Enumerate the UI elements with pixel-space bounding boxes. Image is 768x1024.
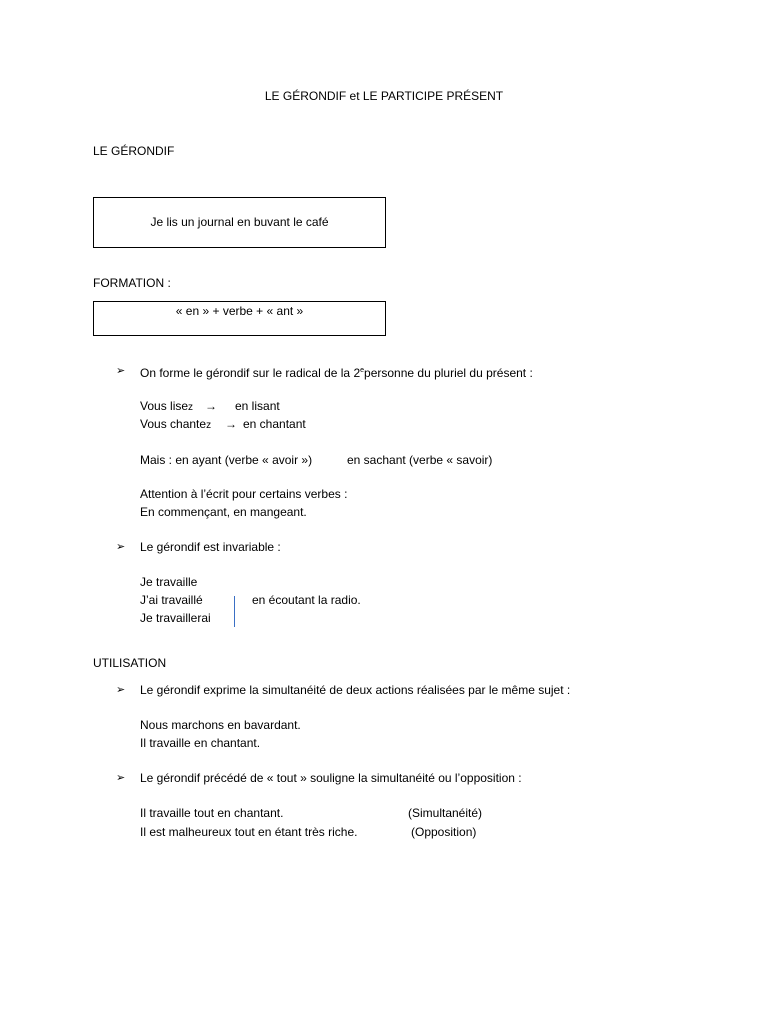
note-simultaneite: (Simultanéité) xyxy=(408,806,483,820)
formula-text: « en » + verbe + « ant » xyxy=(175,304,304,318)
example-lisez-stem: Vous lise xyxy=(140,399,189,413)
arrow-right-icon: → xyxy=(225,417,237,431)
rule-radical-text-1: On forme le gérondif sur le radical de la 2 xyxy=(140,366,361,380)
exception-savoir: en sachant (verbe « savoir) xyxy=(347,453,493,467)
example-lisez-ending: z xyxy=(188,402,194,413)
bullet-arrow-icon: ➢ xyxy=(116,772,126,784)
example-chantez xyxy=(140,417,211,433)
note-opposition: (Opposition) xyxy=(411,825,477,839)
section-heading-gerondif: LE GÉRONDIF xyxy=(93,144,175,158)
rule-simultaneite: Le gérondif exprime la simultanéité de deux actions réalisées par le même sujet : xyxy=(140,683,571,697)
rule-invariable: Le gérondif est invariable : xyxy=(140,540,281,554)
example-lisez xyxy=(140,399,193,415)
document-title: LE GÉRONDIF et LE PARTICIPE PRÉSENT xyxy=(264,89,504,103)
rule-radical-text-2: personne du pluriel du présent : xyxy=(364,366,533,380)
bullet-arrow-icon: ➢ xyxy=(116,541,126,553)
example-chantant-2: Il travaille en chantant. xyxy=(140,736,261,750)
bracket-line xyxy=(234,596,235,627)
example-chantez-ending: z xyxy=(206,420,212,431)
example-common-gerondif: en écoutant la radio. xyxy=(252,593,361,607)
example-passe: J’ai travaillé xyxy=(140,593,203,607)
attention-line: Attention à l’écrit pour certains verbes : xyxy=(140,487,348,501)
example-bavardant: Nous marchons en bavardant. xyxy=(140,718,301,732)
example-box xyxy=(93,197,386,248)
bullet-arrow-icon: ➢ xyxy=(116,365,126,377)
formula-box xyxy=(93,301,386,336)
example-tout-chantant: Il travaille tout en chantant. xyxy=(140,806,284,820)
example-futur: Je travaillerai xyxy=(140,611,211,625)
example-tout-riche: Il est malheureux tout en étant très riche. xyxy=(140,825,358,839)
arrow-right-icon: → xyxy=(205,399,217,413)
rule-radical xyxy=(140,364,533,380)
example-lisant: en lisant xyxy=(235,399,280,413)
bullet-arrow-icon: ➢ xyxy=(116,684,126,696)
attention-examples: En commençant, en mangeant. xyxy=(140,505,307,519)
section-heading-utilisation: UTILISATION xyxy=(93,656,167,670)
example-sentence: Je lis un journal en buvant le café xyxy=(150,215,329,229)
rule-tout: Le gérondif précédé de « tout » souligne la simultanéité ou l’opposition : xyxy=(140,771,522,785)
rule-radical-superscript: e xyxy=(360,367,365,374)
exception-avoir: Mais : en ayant (verbe « avoir ») xyxy=(140,453,313,467)
example-present: Je travaille xyxy=(140,575,198,589)
example-chantez-stem: Vous chante xyxy=(140,417,207,431)
example-chantant: en chantant xyxy=(243,417,306,431)
section-heading-formation: FORMATION : xyxy=(93,276,171,290)
